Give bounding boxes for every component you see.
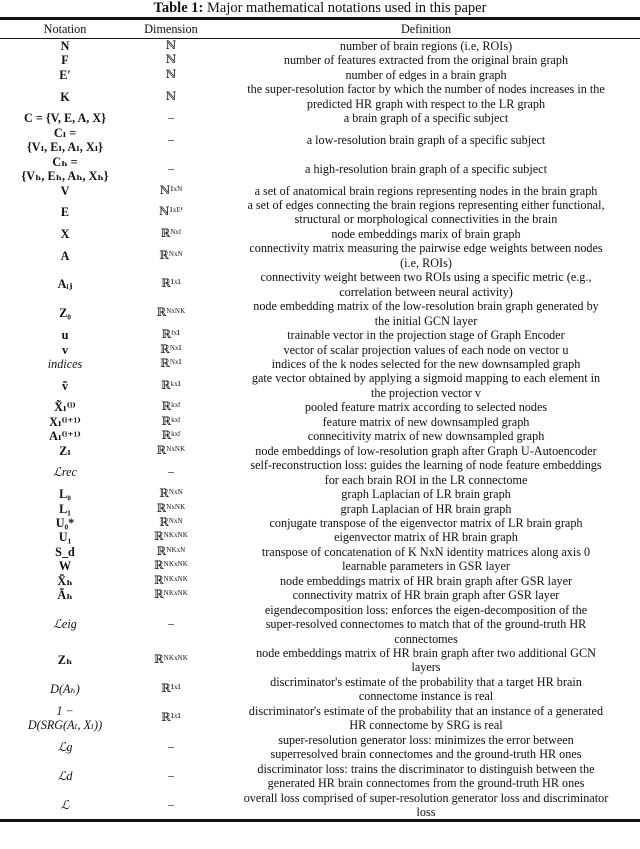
table-row <box>0 733 640 762</box>
dimension-cell: ℕ¹ˣᴱ′ <box>158 206 184 219</box>
table-row <box>0 487 640 501</box>
notation-table <box>0 17 640 822</box>
dimension-cell: ℝᴺᴷˣᴺᴷ <box>153 560 189 573</box>
table-body <box>0 39 640 821</box>
table-row <box>0 400 640 414</box>
notation-cell: U₁ <box>58 530 72 545</box>
table-row <box>0 227 640 241</box>
dimension-cell: ℝᴺˣᶠ <box>160 227 182 240</box>
definition-cell: graph Laplacian of HR brain graph <box>340 501 512 516</box>
table-row <box>0 328 640 342</box>
dimension-cell: – <box>130 791 212 821</box>
header-definition: Definition <box>212 19 640 39</box>
notation-cell: V <box>60 183 70 198</box>
notation-cell: L₀ <box>59 487 71 502</box>
caption-text: Major mathematical notations used in this paper <box>206 0 487 16</box>
definition-cell: number of edges in a brain graph <box>345 67 507 82</box>
definition-cell: trainable vector in the projection stage of Graph Encoder <box>287 328 565 343</box>
dimension-cell: ℝᴺᴷˣᴺᴷ <box>153 531 189 544</box>
definition-cell: vector of scalar projection values of each node on vector u <box>283 342 569 357</box>
table-row <box>0 111 640 125</box>
definition-cell: connectivity matrix of HR brain graph after GSR layer <box>292 588 560 603</box>
definition-cell: number of features extracted from the original brain graph <box>283 53 569 68</box>
notation-cell: C = {V, E, A, X} <box>23 111 106 126</box>
table-row <box>0 429 640 443</box>
table-row <box>0 704 640 733</box>
dimension-cell: ℕ <box>165 90 177 103</box>
header-row <box>0 19 640 39</box>
notation-cell: Aᵢⱼ <box>57 277 73 292</box>
dimension-cell: ℝᴺˣᴺᴷ <box>156 502 186 515</box>
notation-cell: ℒrec <box>53 465 77 480</box>
dimension-cell: ℝᴺˣᴺ <box>159 488 183 501</box>
table-row <box>0 82 640 111</box>
table-row <box>0 126 640 155</box>
notation-cell: ℒd <box>57 768 73 783</box>
notation-cell: A <box>60 248 70 263</box>
table-row <box>0 516 640 530</box>
definition-cell: pooled feature matrix according to selected nodes <box>304 400 548 415</box>
notation-cell: indices <box>47 356 83 371</box>
table-row <box>0 198 640 227</box>
notation-cell: X̃ₗ⁽ˡ⁾ <box>54 400 76 415</box>
definition-cell: connectivity matrix measuring the pairwise edge weights between nodes (i.e, ROIs) <box>249 241 603 270</box>
dimension-cell: ℕ <box>165 68 177 81</box>
table-caption <box>0 0 640 17</box>
table-row <box>0 371 640 400</box>
table-row <box>0 155 640 184</box>
dimension-cell: ℕ <box>165 54 177 67</box>
notation-cell: Cₗ = {Vₗ, Eₗ, Aₗ, Xₗ} <box>27 125 103 155</box>
notation-cell: Z₀ <box>59 306 71 321</box>
definition-cell: graph Laplacian of LR brain graph <box>341 487 511 502</box>
definition-cell: a brain graph of a specific subject <box>343 111 509 126</box>
dimension-cell: ℝᴺˣ¹ <box>160 357 182 370</box>
notation-cell: v <box>61 342 69 357</box>
dimension-cell: ℝ¹ˣ¹ <box>161 278 181 291</box>
dimension-cell: – <box>168 769 174 782</box>
definition-cell: node embeddings matrix of HR brain graph after GSR layer <box>279 573 573 588</box>
notation-cell: 1 − D(SRG(Aₗ, Xₗ)) <box>27 703 103 733</box>
definition-cell: discriminator loss: trains the discriminator to distinguish between the generated HR brain connectomes from the ground-truth HR ones <box>257 761 595 791</box>
dimension-cell: ℝᶠˣ¹ <box>161 329 181 342</box>
dimension-cell: ℝᵏˣ¹ <box>161 379 181 392</box>
notation-cell: N <box>60 39 70 53</box>
notation-cell: W <box>58 559 72 574</box>
dimension-cell: – <box>168 740 174 753</box>
table-row <box>0 574 640 588</box>
definition-cell: eigendecomposition loss: enforces the eigen-decomposition of the super-resolved connectomes to match that of the ground-truth HR connectomes <box>264 602 588 646</box>
notation-cell: ṽ <box>61 378 69 393</box>
definition-cell: learnable parameters in GSR layer <box>342 559 510 574</box>
dimension-cell: ℝᴺˣᴺ <box>159 249 183 262</box>
table-row <box>0 184 640 198</box>
dimension-cell: ℝᵏˣᶠ <box>161 430 181 443</box>
table-row <box>0 68 640 82</box>
table-row <box>0 646 640 675</box>
dimension-cell: – <box>168 112 174 125</box>
definition-cell: indices of the k nodes selected for the new downsampled graph <box>271 356 581 371</box>
dimension-cell: ℝᴺˣ¹ <box>160 343 182 356</box>
table-row <box>0 444 640 458</box>
dimension-cell: ℝᴺˣᴺᴷ <box>156 307 186 320</box>
dimension-cell: ℝᴺˣᴺᴷ <box>156 444 186 457</box>
dimension-cell: ℝᴺᴷˣᴺᴷ <box>153 654 189 667</box>
definition-cell: a set of edges connecting the brain regions representing either functional, structural or morphological connectivities in the brain <box>247 197 605 227</box>
definition-cell: node embeddings of low-resolution graph after Graph U-Autoencoder <box>255 443 597 458</box>
table-row <box>0 545 640 559</box>
dimension-cell: ℕ¹ˣᴺ <box>159 184 183 197</box>
table-row <box>0 241 640 270</box>
definition-cell: discriminator's estimate of the probability that a target HR brain connectome instance is real <box>270 674 582 704</box>
dimension-cell: ℝᴺᴷˣᴺᴷ <box>153 574 189 587</box>
header-dimension: Dimension <box>130 19 212 39</box>
table-row <box>0 53 640 67</box>
notation-cell: Zₗ <box>59 443 71 458</box>
definition-cell: eigenvector matrix of HR brain graph <box>334 530 518 545</box>
notation-cell: ℒ <box>0 791 130 821</box>
table-row <box>0 530 640 544</box>
header-notation: Notation <box>0 19 130 39</box>
definition-cell: a set of anatomical brain regions representing nodes in the brain graph <box>254 183 598 198</box>
dimension-cell: ℝᴺˣᴺ <box>159 516 183 529</box>
table-row <box>0 299 640 328</box>
notation-cell: X̃ₕ <box>57 573 73 588</box>
table-row <box>0 270 640 299</box>
definition-cell: super-resolution generator loss: minimizes the error between superresolved brain connectomes and the ground-truth HR ones <box>270 732 582 762</box>
notation-cell: u <box>61 328 69 343</box>
table-row <box>0 343 640 357</box>
table-row <box>0 588 640 602</box>
table-row <box>0 791 640 821</box>
notation-cell: E <box>60 205 70 220</box>
notation-cell: ℒeig <box>53 617 77 632</box>
notation-cell: Aₗ⁽ˡ⁺¹⁾ <box>49 429 81 444</box>
dimension-cell: ℝᵏˣᶠ <box>161 401 181 414</box>
notation-cell: F <box>61 53 69 68</box>
definition-cell: number of brain regions (i.e, ROIs) <box>339 39 513 53</box>
notation-cell: K <box>60 89 70 104</box>
definition-cell: connectivity weight between two ROIs using a specific metric (e.g., correlation between neural activity) <box>260 270 592 299</box>
dimension-cell: – <box>168 466 174 479</box>
table-row <box>0 502 640 516</box>
notation-cell: X <box>60 226 70 241</box>
notation-cell: Xₗ⁽ˡ⁺¹⁾ <box>49 414 81 429</box>
notation-cell: E′ <box>59 67 71 82</box>
notation-cell: L₁ <box>59 501 71 516</box>
definition-cell: node embeddings matrix of HR brain graph after two additional GCN layers <box>256 646 596 675</box>
table-row <box>0 603 640 646</box>
definition-cell: transpose of concatenation of K NxN identity matrices along axis 0 <box>261 544 591 559</box>
table-row <box>0 762 640 791</box>
table-row <box>0 559 640 573</box>
dimension-cell: – <box>168 618 174 631</box>
definition-cell: connecitivity matrix of new downsampled graph <box>307 429 545 444</box>
dimension-cell: ℝ¹ˣ¹ <box>161 683 181 696</box>
notation-cell: ℒg <box>57 739 73 754</box>
dimension-cell: – <box>168 133 174 146</box>
table-row <box>0 675 640 704</box>
definition-cell: feature matrix of new downsampled graph <box>322 414 530 429</box>
table-row <box>0 415 640 429</box>
notation-cell: S_d <box>55 544 75 559</box>
notation-cell: D(Aₕ) <box>50 682 80 697</box>
definition-cell: a low-resolution brain graph of a specific subject <box>306 132 546 147</box>
notation-cell: Ãₕ <box>57 588 73 603</box>
dimension-cell: ℝᴺᴷˣᴺ <box>156 545 186 558</box>
dimension-cell: ℕ <box>165 40 177 52</box>
caption-label: Table 1: <box>153 0 204 16</box>
table-row <box>0 39 640 54</box>
definition-cell: discriminator's estimate of the probability that an instance of a generated HR connectome by SRG is real <box>248 703 604 733</box>
notation-cell: U₀* <box>55 515 75 530</box>
table-row <box>0 458 640 487</box>
notation-cell: Cₕ = {Vₕ, Eₕ, Aₕ, Xₕ} <box>21 154 109 184</box>
definition-cell: overall loss comprised of super-resolution generator loss and discriminator loss <box>212 791 640 821</box>
definition-cell: a high-resolution brain graph of a specific subject <box>305 161 547 176</box>
dimension-cell: ℝᵏˣᶠ <box>161 415 181 428</box>
dimension-cell: – <box>168 162 174 175</box>
dimension-cell: ℝ¹ˣ¹ <box>161 712 181 725</box>
notation-cell: Zₕ <box>57 653 73 668</box>
definition-cell: conjugate transpose of the eigenvector matrix of LR brain graph <box>269 515 583 530</box>
definition-cell: node embeddings marix of brain graph <box>331 226 521 241</box>
definition-cell: the super-resolution factor by which the number of nodes increases in the predicted HR graph with respect to the LR graph <box>247 82 605 111</box>
table-row <box>0 357 640 371</box>
definition-cell: self-reconstruction loss: guides the learning of node feature embeddings for each brain ROI in the LR connectome <box>250 458 602 487</box>
definition-cell: gate vector obtained by applying a sigmoid mapping to each element in the projection vector v <box>251 371 601 400</box>
dimension-cell: ℝᴺᴷˣᴺᴷ <box>153 589 189 602</box>
definition-cell: node embedding matrix of the low-resolution brain graph generated by the initial GCN layer <box>253 299 599 328</box>
